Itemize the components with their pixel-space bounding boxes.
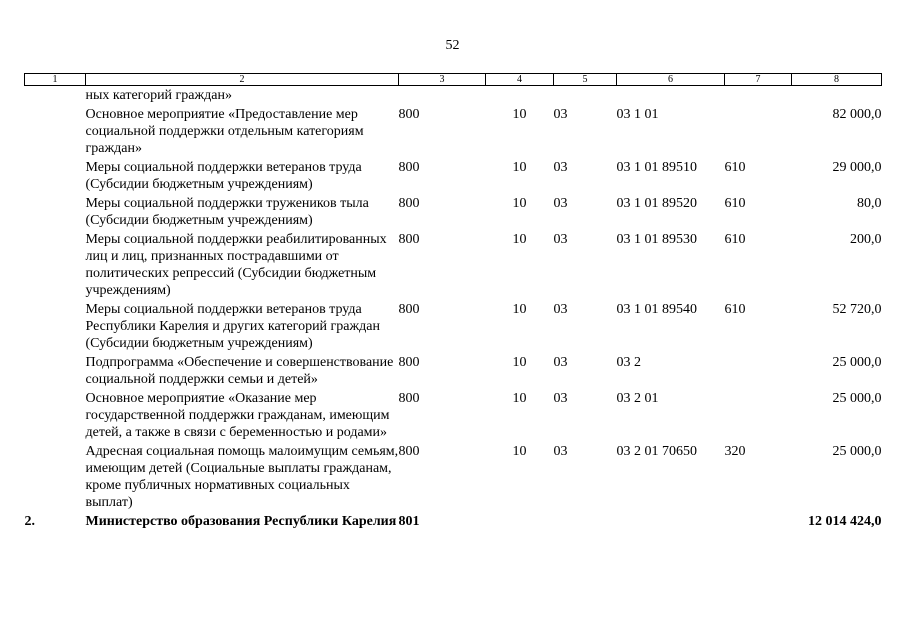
column-header: 7 [725, 74, 792, 86]
amount: 12 014 424,0 [808, 514, 882, 529]
amount: 80,0 [857, 196, 882, 211]
code-6: 03 1 01 89530 [616, 232, 697, 247]
code-6: 03 2 01 [616, 391, 659, 406]
code-4: 10 [512, 391, 527, 406]
row-name: Меры социальной поддержки реабилитированных лиц и лиц, признанных пострадавшими от политических репрессий (Субсидии бюджетным учреждениям) [85, 232, 387, 298]
code-5: 03 [553, 232, 568, 247]
code-3 [399, 86, 486, 106]
amount: 25 000,0 [832, 355, 882, 370]
column-header: 8 [792, 74, 882, 86]
table-row [25, 86, 882, 106]
column-header: 5 [554, 74, 617, 86]
code-7 [725, 353, 792, 389]
code-7: 610 [724, 302, 746, 317]
amount: 25 000,0 [832, 444, 882, 459]
code-4 [486, 512, 554, 531]
code-7 [725, 389, 792, 442]
code-3: 800 [398, 107, 420, 122]
amount: 25 000,0 [832, 391, 882, 406]
row-number [25, 230, 86, 300]
code-5: 03 [553, 196, 568, 211]
row-name: Меры социальной поддержки тружеников тыла (Субсидии бюджетным учреждениям) [85, 196, 369, 228]
amount: 29 000,0 [832, 160, 882, 175]
code-7: 610 [724, 196, 746, 211]
code-6 [617, 512, 725, 531]
code-3: 800 [398, 391, 420, 406]
table-row [25, 230, 882, 300]
code-6: 03 1 01 [616, 107, 659, 122]
column-header: 2 [86, 74, 399, 86]
row-name: Подпрограмма «Обеспечение и совершенствование социальной поддержки семьи и детей» [85, 355, 394, 387]
code-5: 03 [553, 391, 568, 406]
code-7 [725, 105, 792, 158]
table-row [25, 300, 882, 353]
column-header: 1 [25, 74, 86, 86]
code-3: 800 [398, 232, 420, 247]
code-3: 800 [398, 444, 420, 459]
row-name: Меры социальной поддержки ветеранов труда (Субсидии бюджетным учреждениям) [85, 160, 362, 192]
table-row [25, 105, 882, 158]
amount: 200,0 [850, 232, 882, 247]
code-7: 610 [724, 232, 746, 247]
row-name: Основное мероприятие «Предоставление мер социальной поддержки отдельным категориям граждан» [85, 107, 364, 156]
column-header: 3 [399, 74, 486, 86]
code-5: 03 [553, 302, 568, 317]
code-4: 10 [512, 160, 527, 175]
code-5: 03 [553, 444, 568, 459]
row-number: 2. [24, 514, 35, 529]
code-6: 03 1 01 89540 [616, 302, 697, 317]
row-number [25, 194, 86, 230]
column-header: 6 [617, 74, 725, 86]
code-6 [617, 86, 725, 106]
code-4: 10 [512, 107, 527, 122]
budget-table [24, 73, 882, 531]
code-7 [725, 512, 792, 531]
code-7: 610 [724, 160, 746, 175]
row-name: ных категорий граждан» [85, 88, 233, 103]
code-4: 10 [512, 444, 527, 459]
table-row [25, 158, 882, 194]
code-4: 10 [512, 232, 527, 247]
row-name: Основное мероприятие «Оказание мер государственной поддержки гражданам, имеющим детей, а также в связи с беременностью и родами» [85, 391, 390, 440]
amount: 82 000,0 [832, 107, 882, 122]
code-3: 800 [398, 196, 420, 211]
table-row [25, 512, 882, 531]
row-name: Министерство образования Республики Карелия [85, 514, 397, 529]
row-number [25, 86, 86, 106]
code-5: 03 [553, 160, 568, 175]
row-number [25, 353, 86, 389]
code-3: 801 [398, 514, 420, 529]
code-6: 03 1 01 89520 [616, 196, 697, 211]
row-number [25, 300, 86, 353]
code-4 [486, 86, 554, 106]
code-3: 800 [398, 160, 420, 175]
code-6: 03 2 [616, 355, 641, 370]
code-5: 03 [553, 355, 568, 370]
code-3: 800 [398, 355, 420, 370]
amount [792, 86, 882, 106]
table-row [25, 389, 882, 442]
code-7 [725, 86, 792, 106]
code-5 [554, 512, 617, 531]
column-header: 4 [486, 74, 554, 86]
column-number-header [25, 74, 882, 86]
row-name: Адресная социальная помощь малоимущим семьям, имеющим детей (Социальные выплаты гражданам, кроме публичных нормативных социальных выплат) [85, 444, 399, 510]
code-6: 03 2 01 70650 [616, 444, 697, 459]
code-5 [554, 86, 617, 106]
row-number [25, 158, 86, 194]
row-number [25, 442, 86, 512]
row-number [25, 105, 86, 158]
code-6: 03 1 01 89510 [616, 160, 697, 175]
table-row [25, 353, 882, 389]
code-4: 10 [512, 196, 527, 211]
row-number [25, 389, 86, 442]
code-4: 10 [512, 355, 527, 370]
code-4: 10 [512, 302, 527, 317]
table-body [25, 86, 882, 532]
amount: 52 720,0 [832, 302, 882, 317]
row-name: Меры социальной поддержки ветеранов труда Республики Карелия и других категорий граждан (Субсидии бюджетным учреждениям) [85, 302, 381, 351]
code-7: 320 [724, 444, 746, 459]
code-5: 03 [553, 107, 568, 122]
page-number: 52 [445, 38, 460, 53]
table-row [25, 194, 882, 230]
table-row [25, 442, 882, 512]
code-3: 800 [398, 302, 420, 317]
